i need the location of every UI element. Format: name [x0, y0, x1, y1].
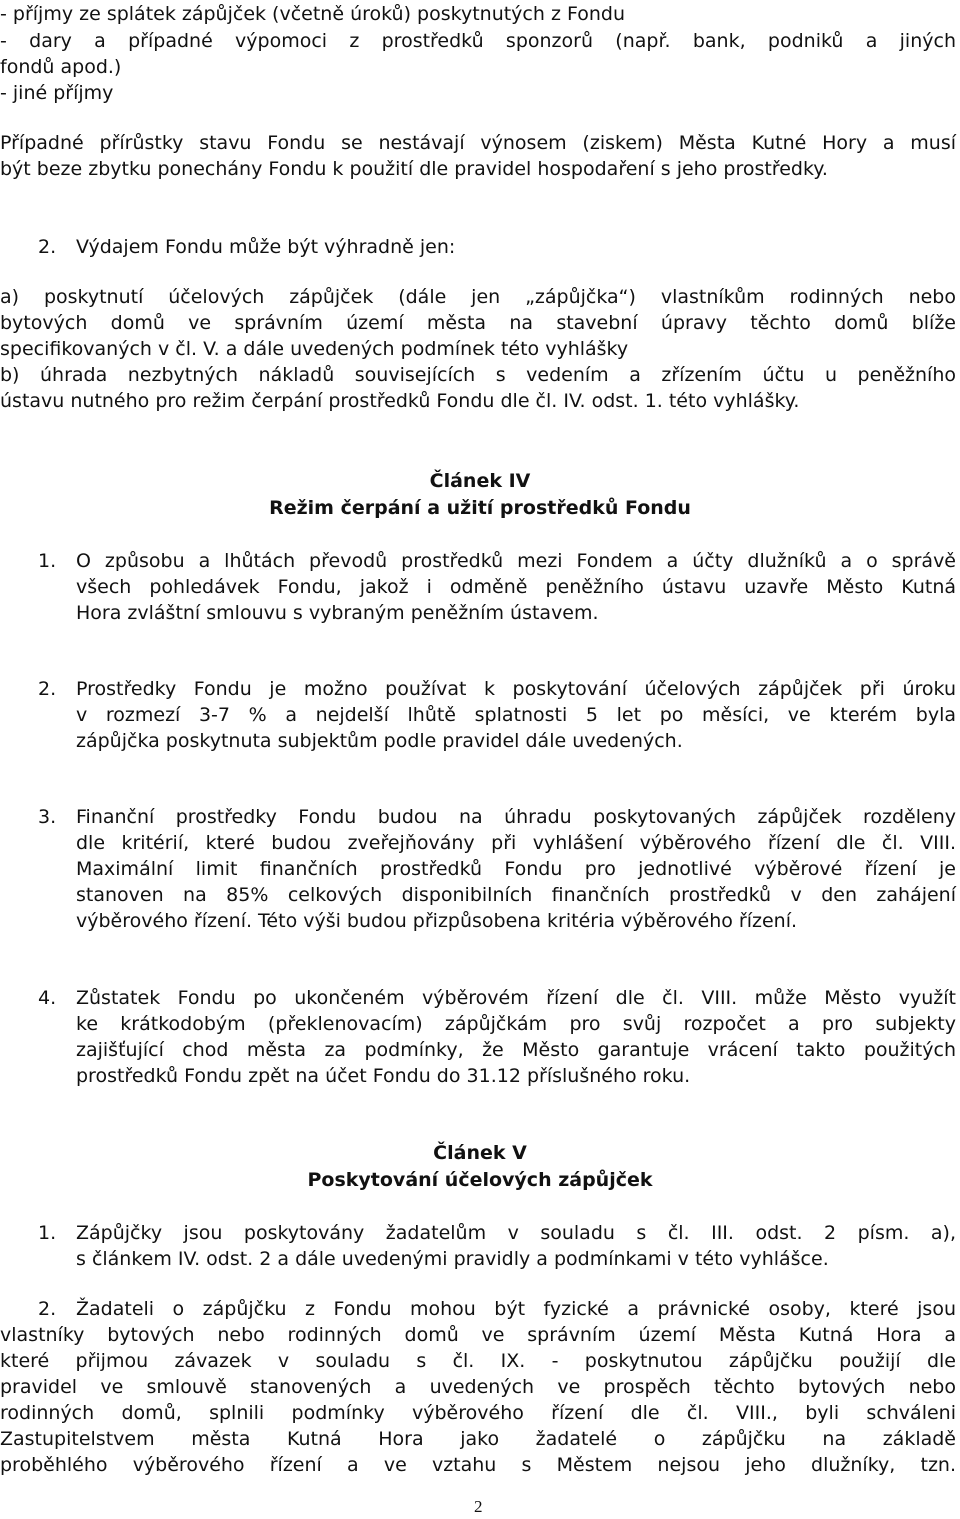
article-5-item-1-number: 1.: [38, 1222, 57, 1244]
expense-item-b-line-2: ústavu nutného pro režim čerpání prostředků Fondu dle čl. IV. odst. 1. této vyhlášky.: [0, 390, 800, 412]
article-5-item-2-line-3: které přijmou závazek v souladu s čl. IX. - poskytnutou zápůjčku použijí dle: [0, 1350, 956, 1372]
expense-item-a-line-3: specifikovaných v čl. V. a dále uvedených podmínek této vyhlášky: [0, 338, 629, 360]
increments-paragraph-line-1: Případné přírůstky stavu Fondu se nestávají výnosem (ziskem) Města Kutné Hory a musí: [0, 132, 956, 154]
article-4-item-3-line-4: stanoven na 85% celkových disponibilních finančních prostředků v den zahájení: [76, 884, 956, 906]
article-5-item-2-line-4: pravidel ve smlouvě stanovených a uvedených ve prospěch těchto bytových nebo: [0, 1376, 956, 1398]
income-item-donations-cont: fondů apod.): [0, 56, 122, 78]
article-5-item-1-line-1: Zápůjčky jsou poskytovány žadatelům v souladu s čl. III. odst. 2 písm. a),: [76, 1222, 956, 1244]
section-2-text: Výdajem Fondu může být výhradně jen:: [76, 236, 456, 258]
page-number: 2: [474, 1497, 483, 1516]
article-4-item-3-line-2: dle kritérií, které budou zveřejňovány při vyhlášení výběrového řízení dle čl. VIII.: [76, 832, 956, 854]
article-4-item-1-line-1: O způsobu a lhůtách převodů prostředků mezi Fondem a účty dlužníků a o správě: [76, 550, 956, 572]
section-2-number: 2.: [38, 236, 57, 258]
article-4-item-4-line-4: prostředků Fondu zpět na účet Fondu do 31.12 příslušného roku.: [76, 1065, 691, 1087]
article-5-item-1-line-2: s článkem IV. odst. 2 a dále uvedenými pravidly a podmínkami v této vyhlášce.: [76, 1248, 829, 1270]
income-item-other: - jiné příjmy: [0, 82, 114, 104]
expense-item-a-line-2: bytových domů ve správním území města na stavební úpravy těchto domů blíže: [0, 312, 956, 334]
income-item-donations: - dary a případné výpomoci z prostředků sponzorů (např. bank, podniků a jiných: [0, 30, 956, 52]
article-4-item-1-line-2: všech pohledávek Fondu, jakož i odměně peněžního ústavu uzavře Město Kutná: [76, 576, 956, 598]
article-4-item-4-line-2: ke krátkodobým (překlenovacím) zápůjčkám pro svůj rozpočet a pro subjekty: [76, 1013, 956, 1035]
increments-paragraph-line-2: být beze zbytku ponechány Fondu k použití dle pravidel hospodaření s jeho prostředky.: [0, 158, 828, 180]
article-4-subheading: Režim čerpání a užití prostředků Fondu: [269, 497, 691, 519]
article-4-item-4-line-3: zajišťující chod města za podmínky, že Město garantuje vrácení takto použitých: [76, 1039, 956, 1061]
article-4-item-3-line-1: Finanční prostředky Fondu budou na úhradu poskytovaných zápůjček rozděleny: [76, 806, 956, 828]
article-4-item-4-line-1: Zůstatek Fondu po ukončeném výběrovém řízení dle čl. VIII. může Město využít: [76, 987, 956, 1009]
article-4-item-4-number: 4.: [38, 987, 57, 1009]
article-4-item-1-number: 1.: [38, 550, 57, 572]
income-item-loan-repayments: - příjmy ze splátek zápůjček (včetně úroků) poskytnutých z Fondu: [0, 3, 625, 25]
article-5-item-2-line-1: Žadateli o zápůjčku z Fondu mohou být fyzické a právnické osoby, které jsou: [76, 1298, 956, 1320]
article-5-item-2-line-7: proběhlého výběrového řízení a ve vztahu s Městem nejsou jeho dlužníky, tzn.: [0, 1454, 956, 1476]
article-4-item-2-line-3: zápůjčka poskytnuta subjektům podle pravidel dále uvedených.: [76, 730, 683, 752]
expense-item-a-line-1: a) poskytnutí účelových zápůjček (dále jen „zápůjčka“) vlastníkům rodinných nebo: [0, 286, 956, 308]
article-4-item-3-number: 3.: [38, 806, 57, 828]
article-4-item-1-line-3: Hora zvláštní smlouvu s vybraným peněžním ústavem.: [76, 602, 599, 624]
article-5-item-2-line-5: rodinných domů, splnili podmínky výběrového řízení dle čl. VIII., byli schváleni: [0, 1402, 956, 1424]
article-4-item-2-number: 2.: [38, 678, 57, 700]
article-4-item-2-line-1: Prostředky Fondu je možno používat k poskytování účelových zápůjček při úroku: [76, 678, 956, 700]
article-4-item-3-line-3: Maximální limit finančních prostředků Fondu pro jednotlivé výběrové řízení je: [76, 858, 956, 880]
article-4-item-3-line-5: výběrového řízení. Této výši budou přizpůsobena kritéria výběrového řízení.: [76, 910, 798, 932]
expense-item-b-line-1: b) úhrada nezbytných nákladů souvisejících s vedením a zřízením účtu u peněžního: [0, 364, 956, 386]
article-5-item-2-line-6: Zastupitelstvem města Kutná Hora jako žadatelé o zápůjčku na základě: [0, 1428, 956, 1450]
article-5-item-2-line-2: vlastníky bytových nebo rodinných domů ve správním území Města Kutná Hora a: [0, 1324, 956, 1346]
article-5-item-2-number: 2.: [38, 1298, 57, 1320]
article-5-heading: Článek V: [433, 1142, 527, 1164]
article-4-item-2-line-2: v rozmezí 3-7 % a nejdelší lhůtě splatnosti 5 let po měsíci, ve kterém byla: [76, 704, 956, 726]
article-4-heading: Článek IV: [429, 470, 531, 492]
article-5-subheading: Poskytování účelových zápůjček: [307, 1169, 653, 1191]
